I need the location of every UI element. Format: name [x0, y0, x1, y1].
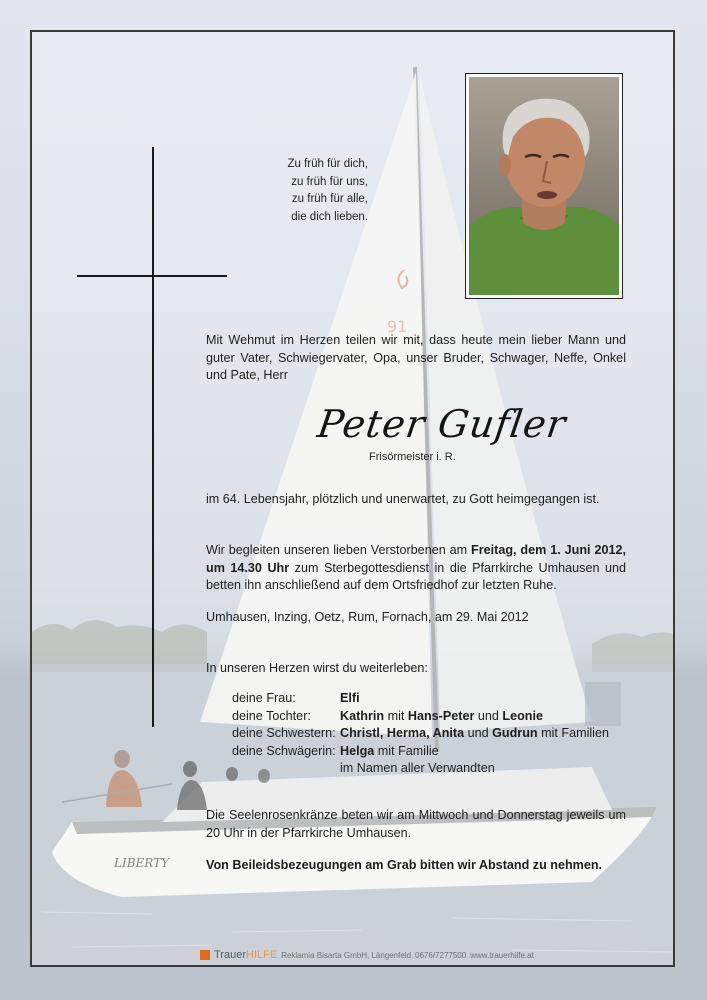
footer-phone: 0676/7277500 — [415, 950, 467, 960]
family-value — [340, 743, 439, 761]
motto-line: zu früh für uns, — [291, 175, 368, 188]
svg-text:91: 91 — [387, 317, 408, 336]
connector-text: und — [474, 708, 503, 723]
connector-text: und — [464, 726, 493, 740]
deceased-name: Peter Gufler — [314, 402, 570, 446]
condolence-request: Von Beileidsbezeugungen am Grab bitten wir Abstand zu nehmen. — [206, 858, 603, 872]
funeral-rest: zum Sterbegottesdienst in die Pfarrkirche Umhausen und betten ihn anschließend auf dem Ortsfriedhof zur letzten Ruhe. — [206, 560, 626, 592]
daughter-name: Kathrin — [340, 708, 385, 723]
wife-name: Elfi — [340, 691, 360, 705]
family-row-sisters — [0, 725, 645, 743]
funeral-date: Freitag, dem 1. Juni 2012, — [471, 543, 626, 557]
cross-horizontal-bar — [77, 275, 227, 277]
svg-text:LIBERTY: LIBERTY — [114, 856, 170, 870]
family-value — [340, 690, 360, 708]
motto-line: zu früh für alle, — [291, 193, 368, 205]
family-label: deine Frau: — [232, 691, 296, 705]
footer-company: Reklamia Bisarta GmbH, Längenfeld — [281, 950, 412, 960]
family-row-daughter — [0, 708, 645, 726]
sister-name: Gudrun — [492, 726, 538, 740]
footer-brand-accent: HILFE — [246, 949, 278, 961]
family-row-relatives — [0, 760, 645, 778]
motto-verse — [210, 156, 368, 226]
announcement-intro: Mit Wehmut im Herzen teilen wir mit, dass heute mein lieber Mann und guter Vater, Schwiegervater, Opa, unser Bruder, Schwager, Neffe, Onkel und Pate, Herr — [206, 333, 626, 382]
cross-vertical-bar — [152, 147, 154, 727]
portrait-image — [469, 77, 619, 295]
trauerhilfe-logo-icon — [200, 950, 210, 960]
family-label: deine Schwestern: — [232, 726, 336, 740]
family-row-wife — [0, 690, 645, 708]
daughter-partner-name: Hans-Peter — [407, 708, 475, 723]
sisters-names: Christl, Herma, Anita — [340, 726, 465, 740]
sister-in-law-name: Helga — [340, 743, 375, 758]
motto-line: Zu früh für dich, — [287, 158, 368, 170]
hearts-line: In unseren Herzen wirst du weiterleben: — [206, 661, 428, 675]
granddaughter-name: Leonie — [502, 708, 543, 723]
family-label: deine Tochter: — [232, 708, 311, 723]
portrait-photo — [466, 74, 622, 298]
rosary-notice: Die Seelenrosenkränze beten wir am Mittwoch und Donnerstag jeweils um 20 Uhr in der Pfarrkirche Umhausen. — [206, 808, 626, 840]
family-label: deine Schwägerin: — [232, 743, 336, 758]
deceased-title: Frisörmeister i. R. — [369, 451, 456, 463]
footer-imprint — [200, 948, 534, 962]
connector-text: mit Familie — [374, 743, 439, 758]
connector-text: mit — [384, 708, 408, 723]
funeral-notice — [206, 542, 626, 595]
footer-website: www.trauerhilfe.at — [470, 950, 534, 960]
family-value — [340, 708, 543, 726]
footer-brand: Trauer — [214, 949, 246, 961]
family-value — [340, 725, 609, 743]
relatives-line: im Namen aller Verwandten — [340, 761, 495, 775]
motto-line: die dich lieben. — [291, 210, 368, 223]
place-and-date: Umhausen, Inzing, Oetz, Rum, Fornach, am 29. Mai 2012 — [206, 610, 529, 624]
connector-text: mit Familien — [537, 726, 609, 740]
passing-statement: im 64. Lebensjahr, plötzlich und unerwartet, zu Gott heimgegangen ist. — [206, 492, 600, 506]
funeral-time: um 14.30 Uhr — [206, 560, 290, 575]
family-row-sister-in-law — [0, 743, 645, 761]
funeral-lead: Wir begleiten unseren lieben Verstorbenen am — [206, 543, 472, 557]
